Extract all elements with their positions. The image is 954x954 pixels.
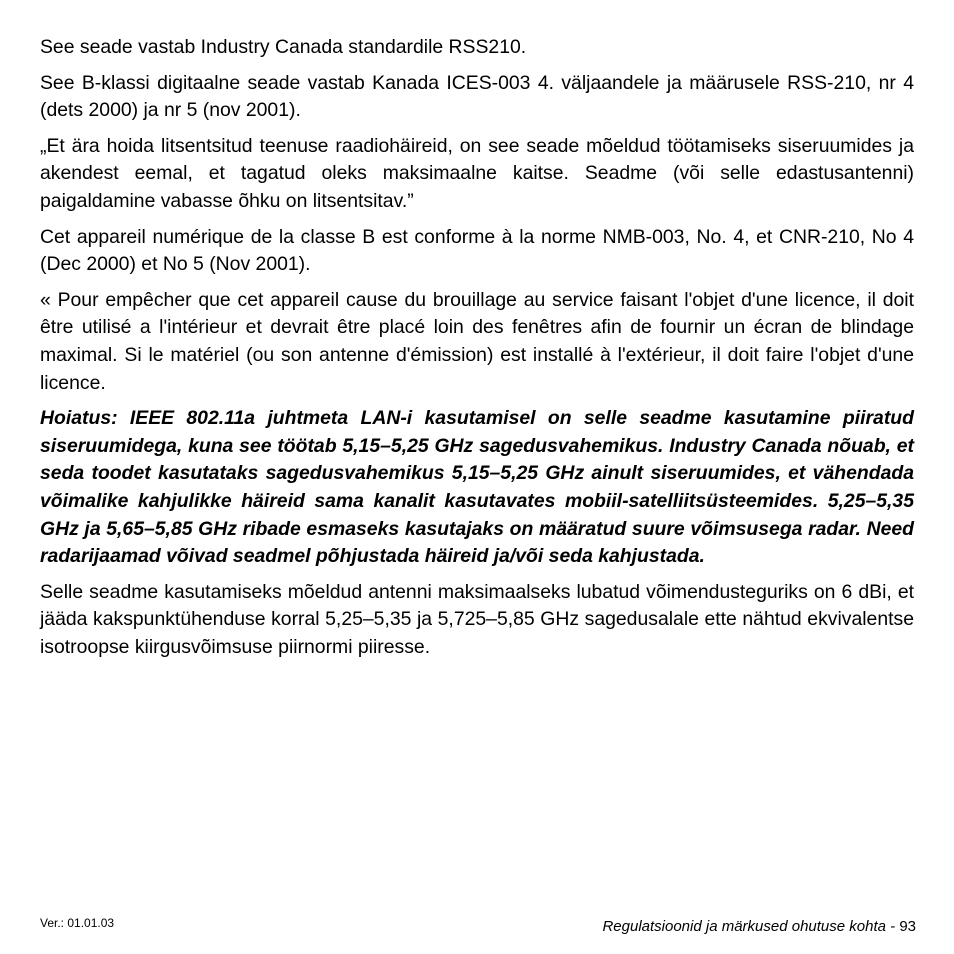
warning-paragraph: Hoiatus: IEEE 802.11a juhtmeta LAN-i kasutamisel on selle seadme kasutamine piiratud siseruumidega, kuna see töötab 5,15–5,25 GHz sagedusvahemikus. Industry Canada nõuab, et seda toodet kasutataks sagedusvahemikus 5,15–5,25 GHz ainult siseruumides, et vähendada võimalike kahjulikke häireid sama kanalit kasutavates mobiil-satelliitsüsteemides. 5,25–5,35 GHz ja 5,65–5,85 GHz ribade esmaseks kasutajaks on määratud suure võimsusega radar. Need radarijaamad võivad seadmel põhjustada häireid ja/või seda kahjustada. [40, 407, 914, 568]
paragraph-license-french: « Pour empêcher que cet appareil cause du brouillage au service faisant l'objet d'une licence, il doit être utilisé a l'intérieur et devrait être placé loin des fenêtres afin de fournir un écran de blindage maximal. Si le matériel (ou son antenne d'émission) est installé à l'extérieur, il doit faire l'objet d'une licence. [40, 288, 914, 394]
paragraph-ices003: See B-klassi digitaalne seade vastab Kanada ICES-003 4. väljaandele ja määrusele RSS-210, nr 4 (dets 2000) ja nr 5 (nov 2001). [40, 71, 914, 122]
page-number: 93 [899, 918, 916, 935]
paragraph-rss210: See seade vastab Industry Canada standardile RSS210. [40, 36, 527, 58]
page-body [40, 34, 914, 669]
paragraph-nmb003-french: Cet appareil numérique de la classe B est conforme à la norme NMB-003, No. 4, et CNR-210, No 4 (Dec 2000) et No 5 (Nov 2001). [40, 225, 914, 276]
section-title: Regulatsioonid ja märkused ohutuse kohta - [602, 918, 896, 935]
version-label: Ver.: 01.01.03 [40, 916, 115, 930]
paragraph-license-estonian: „Et ära hoida litsentsitud teenuse raadiohäireid, on see seade mõeldud töötamiseks siseruumides ja akendest eemal, et tagatud oleks maksimaalne kaitse. Seadme (või selle edastusantenni) paigaldamine vabasse õhku on litsentsitav.” [40, 134, 914, 212]
paragraph-antenna-gain: Selle seadme kasutamiseks mõeldud antenni maksimaalseks lubatud võimendusteguriks on 6 dBi, et jääda kakspunktühenduse korral 5,25–5,35 ja 5,725–5,85 GHz sagedusalale ette nähtud ekvivalentse isotroopse kiirgusvõimsuse piirnormi piiresse. [40, 580, 914, 658]
page-footer [602, 918, 916, 936]
